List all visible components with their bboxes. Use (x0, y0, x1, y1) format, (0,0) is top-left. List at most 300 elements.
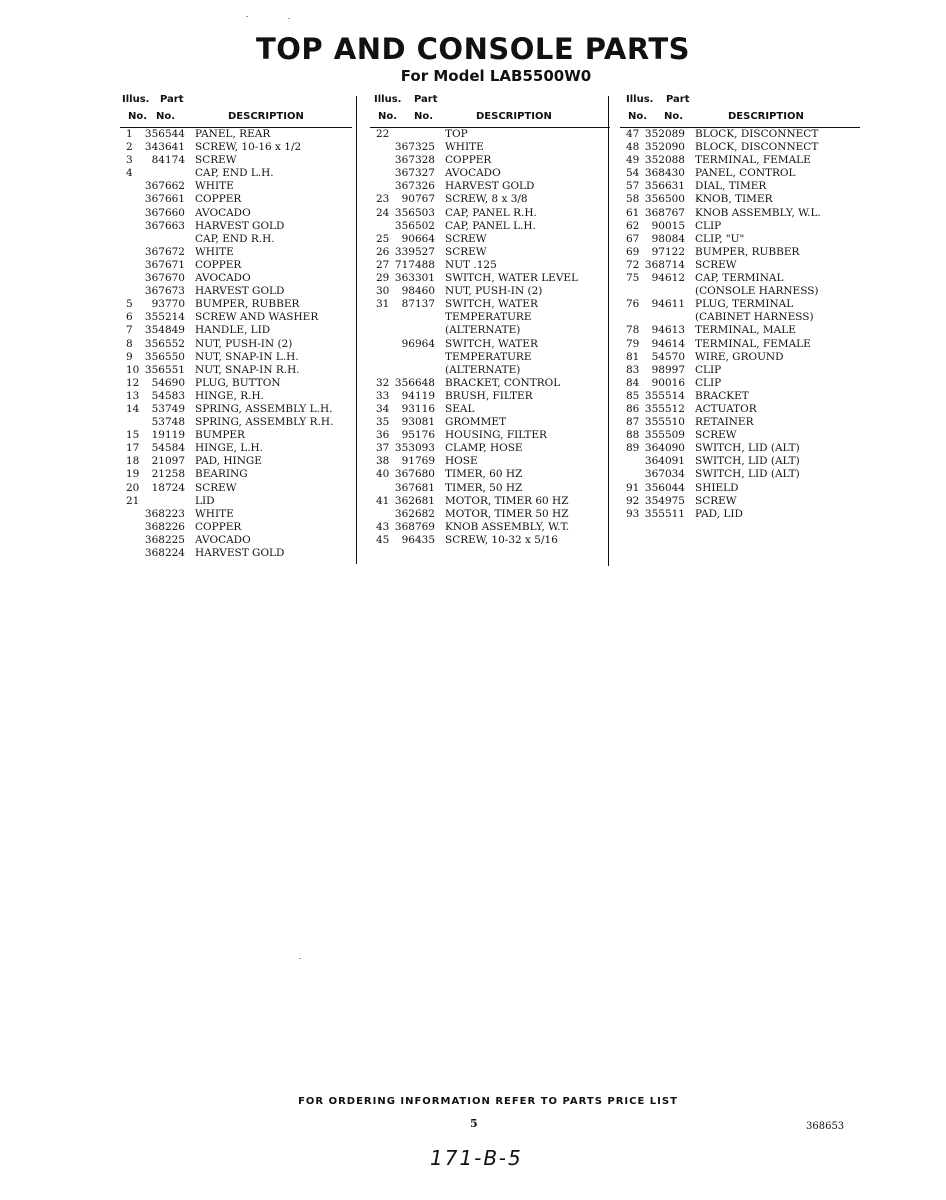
part-row (120, 403, 352, 416)
illus-number: 81 (626, 350, 640, 363)
part-description: AVOCADO (195, 272, 251, 285)
illus-number: 84 (626, 376, 640, 389)
part-number: 94613 (651, 324, 685, 337)
part-row (120, 468, 352, 481)
illus-number: 76 (626, 298, 640, 311)
illus-number: 88 (626, 429, 640, 442)
part-number: 356648 (394, 376, 435, 389)
header-description: DESCRIPTION (728, 111, 804, 122)
header-no-part: No. (414, 111, 434, 122)
header-no-part: No. (156, 111, 176, 122)
part-row (370, 521, 610, 534)
part-description: PAD, LID (695, 507, 743, 520)
part-description: TERMINAL, FEMALE (695, 337, 811, 350)
part-row (620, 403, 860, 416)
part-description: BLOCK, DISCONNECT (695, 141, 819, 154)
part-description: WHITE (445, 141, 484, 154)
page-title: TOP AND CONSOLE PARTS (255, 32, 691, 66)
part-row (370, 364, 610, 377)
part-description: BUMPER, RUBBER (695, 245, 800, 258)
part-number (142, 167, 195, 180)
part-row (370, 416, 610, 429)
part-row (620, 180, 860, 193)
part-row (120, 207, 352, 220)
illus-number: 30 (376, 285, 390, 298)
part-number: 343641 (144, 141, 185, 154)
part-row (620, 259, 860, 272)
illus-number (370, 311, 392, 324)
part-row (370, 508, 610, 521)
part-number: 367671 (144, 258, 185, 271)
part-row (620, 495, 860, 508)
illus-number (370, 508, 392, 521)
part-number (642, 311, 695, 324)
column-header (120, 94, 352, 128)
illus-number: 62 (626, 219, 640, 232)
illus-number: 18 (126, 455, 140, 468)
part-description: NUT, SNAP-IN L.H. (195, 350, 299, 363)
illus-number (120, 534, 142, 547)
part-number: 96964 (401, 337, 435, 350)
part-row (620, 468, 860, 481)
illus-number (120, 220, 142, 233)
illus-number (370, 364, 392, 377)
illus-number: 87 (626, 416, 640, 429)
illus-number: 14 (126, 402, 140, 415)
illus-number (620, 311, 642, 324)
part-description: HINGE, L.H. (195, 442, 264, 455)
part-number: 354849 (144, 324, 185, 337)
part-row (120, 220, 352, 233)
illus-number: 35 (376, 416, 390, 429)
part-row (620, 442, 860, 455)
illus-number (120, 416, 142, 429)
illus-number: 37 (376, 442, 390, 455)
illus-number: 9 (126, 350, 133, 363)
part-number: 367673 (144, 285, 185, 298)
part-description: CLIP, "U" (695, 232, 745, 245)
illus-number: 79 (626, 337, 640, 350)
part-number: 356552 (144, 337, 185, 350)
part-description: KNOB ASSEMBLY, W.T. (445, 520, 570, 533)
illus-number (120, 233, 142, 246)
part-description: SWITCH, LID (ALT) (695, 455, 800, 468)
part-row (620, 207, 860, 220)
part-description: TEMPERATURE (445, 350, 532, 363)
illus-number: 13 (126, 389, 140, 402)
illus-number: 10 (126, 363, 140, 376)
part-row (620, 272, 860, 285)
illus-number: 57 (626, 180, 640, 193)
part-row (120, 259, 352, 272)
part-number: 94612 (651, 272, 685, 285)
part-number: 21258 (151, 468, 185, 481)
illus-number: 25 (376, 232, 390, 245)
illus-number: 40 (376, 468, 390, 481)
part-description: SHIELD (695, 481, 739, 494)
part-row (620, 246, 860, 259)
part-number: 87137 (401, 298, 435, 311)
part-row (370, 442, 610, 455)
ordering-note: FOR ORDERING INFORMATION REFER TO PARTS PRICE LIST (298, 1096, 678, 1107)
part-number: 368769 (394, 520, 435, 533)
part-description: TEMPERATURE (445, 311, 532, 324)
part-row (370, 220, 610, 233)
part-row (620, 311, 860, 324)
part-description: WIRE, GROUND (695, 350, 784, 363)
part-number: 90016 (651, 376, 685, 389)
part-description: BRACKET, CONTROL (445, 376, 561, 389)
part-row (620, 508, 860, 521)
parts-rows (370, 128, 610, 547)
part-number: 98460 (401, 285, 435, 298)
part-description: HARVEST GOLD (195, 219, 285, 232)
part-number: 84174 (151, 154, 185, 167)
part-number: 352089 (644, 128, 685, 140)
illus-number: 3 (126, 154, 133, 167)
part-number: 54583 (151, 389, 185, 402)
part-description: SCREW AND WASHER (195, 311, 319, 324)
part-row (370, 180, 610, 193)
part-row (620, 128, 860, 141)
column-divider (608, 96, 609, 566)
part-number: 93770 (151, 298, 185, 311)
part-row (370, 351, 610, 364)
part-row (620, 338, 860, 351)
illus-number (370, 338, 392, 351)
part-description: PLUG, BUTTON (195, 376, 281, 389)
part-number: 717488 (394, 258, 435, 271)
part-description: BRUSH, FILTER (445, 389, 533, 402)
part-number (392, 351, 445, 364)
part-row (120, 167, 352, 180)
part-description: CAP, END R.H. (195, 232, 275, 245)
illus-number: 86 (626, 402, 640, 415)
part-description: PANEL, REAR (195, 128, 271, 140)
parts-rows (620, 128, 860, 521)
part-description: SCREW, 10-16 x 1/2 (195, 141, 302, 154)
page-number: 5 (470, 1117, 478, 1130)
part-number: 367661 (144, 193, 185, 206)
part-row (120, 193, 352, 206)
part-number: 356500 (644, 193, 685, 206)
part-row (370, 495, 610, 508)
part-number: 94119 (401, 389, 435, 402)
part-number: 367327 (394, 167, 435, 180)
part-number: 356503 (394, 206, 435, 219)
part-number: 362681 (394, 494, 435, 507)
page-subtitle: For Model LAB5500W0 (400, 67, 592, 85)
part-description: SWITCH, WATER (445, 298, 538, 311)
illus-number: 91 (626, 481, 640, 494)
illus-number (120, 521, 142, 534)
document-number: 368653 (806, 1121, 845, 1132)
column-header (620, 94, 860, 128)
part-number: 356502 (394, 219, 435, 232)
part-number: 98084 (651, 232, 685, 245)
illus-number: 93 (626, 507, 640, 520)
part-number: 356551 (144, 363, 185, 376)
part-row (620, 390, 860, 403)
part-number (392, 128, 445, 141)
part-description: PLUG, TERMINAL (695, 298, 794, 311)
part-row (120, 534, 352, 547)
part-row (370, 207, 610, 220)
part-row (120, 495, 352, 508)
illus-number: 85 (626, 389, 640, 402)
part-row (120, 154, 352, 167)
part-description: ACTUATOR (695, 402, 757, 415)
part-description: CLIP (695, 363, 722, 376)
part-description: SWITCH, LID (ALT) (695, 468, 800, 481)
illus-number: 12 (126, 376, 140, 389)
part-description: CAP, PANEL L.H. (445, 219, 536, 232)
part-description: COPPER (195, 193, 242, 206)
part-row (620, 220, 860, 233)
part-row (620, 154, 860, 167)
part-row (370, 377, 610, 390)
part-description: SCREW (695, 494, 737, 507)
part-description: (CABINET HARNESS) (695, 311, 814, 324)
part-number: 367325 (394, 141, 435, 154)
illus-number: 24 (376, 206, 390, 219)
part-description: BLOCK, DISCONNECT (695, 128, 819, 140)
illus-number: 49 (626, 154, 640, 167)
part-number: 368226 (144, 520, 185, 533)
illus-number (120, 547, 142, 560)
part-row (120, 429, 352, 442)
part-description: SEAL (445, 402, 475, 415)
part-number: 339527 (394, 245, 435, 258)
part-description: CAP, TERMINAL (695, 272, 784, 285)
part-row (120, 482, 352, 495)
part-number: 368430 (644, 167, 685, 180)
part-row (120, 141, 352, 154)
part-description: CAP, PANEL R.H. (445, 206, 537, 219)
part-row (120, 547, 352, 560)
part-row (370, 128, 610, 141)
illus-number: 67 (626, 232, 640, 245)
part-row (370, 272, 610, 285)
illus-number: 23 (376, 193, 390, 206)
part-description: CLAMP, HOSE (445, 442, 523, 455)
part-description: NUT, PUSH-IN (2) (445, 285, 543, 298)
part-row (370, 285, 610, 298)
illus-number: 15 (126, 429, 140, 442)
part-number: 90767 (401, 193, 435, 206)
part-row (120, 298, 352, 311)
header-no-illus: No. (128, 111, 148, 122)
part-number: 21097 (151, 455, 185, 468)
illus-number: 92 (626, 494, 640, 507)
part-number: 53749 (151, 402, 185, 415)
part-number: 19119 (151, 429, 185, 442)
part-row (370, 324, 610, 337)
illus-number: 1 (126, 128, 133, 140)
part-description: SCREW (445, 245, 487, 258)
part-row (620, 285, 860, 298)
part-number: 94611 (651, 298, 685, 311)
part-row (120, 377, 352, 390)
part-number: 96435 (401, 533, 435, 546)
part-number: 355214 (144, 311, 185, 324)
part-row (120, 324, 352, 337)
illus-number (370, 220, 392, 233)
part-number (142, 233, 195, 246)
part-description: HARVEST GOLD (195, 285, 285, 298)
illus-number: 45 (376, 533, 390, 546)
illus-number: 72 (626, 258, 640, 271)
parts-rows (120, 128, 352, 560)
header-part: Part (666, 94, 690, 105)
handwritten-code: 171-B-5 (430, 1146, 523, 1170)
illus-number: 41 (376, 494, 390, 507)
part-description: (ALTERNATE) (445, 324, 521, 337)
part-number: 54690 (151, 376, 185, 389)
part-number: 356631 (644, 180, 685, 193)
part-description: SCREW, 8 x 3/8 (445, 193, 528, 206)
part-row (370, 455, 610, 468)
part-description: SCREW (445, 232, 487, 245)
part-number: 368223 (144, 507, 185, 520)
header-part: Part (160, 94, 184, 105)
part-row (370, 403, 610, 416)
part-description: SCREW (195, 481, 237, 494)
part-number: 352088 (644, 154, 685, 167)
part-row (120, 272, 352, 285)
illus-number (120, 180, 142, 193)
illus-number: 43 (376, 520, 390, 533)
part-number: 354975 (644, 494, 685, 507)
illus-number: 48 (626, 141, 640, 154)
illus-number (120, 272, 142, 285)
header-no-illus: No. (378, 111, 398, 122)
part-description: SCREW (695, 429, 737, 442)
part-number: 97122 (651, 245, 685, 258)
illus-number (370, 141, 392, 154)
illus-number: 20 (126, 481, 140, 494)
part-row (370, 311, 610, 324)
part-description: PANEL, CONTROL (695, 167, 796, 180)
part-number (142, 495, 195, 508)
illus-number: 61 (626, 206, 640, 219)
part-row (620, 193, 860, 206)
part-description: TOP (445, 128, 468, 140)
scan-speck (246, 16, 248, 17)
illus-number: 17 (126, 442, 140, 455)
part-number: 363301 (394, 272, 435, 285)
illus-number: 21 (126, 494, 140, 507)
part-row (620, 324, 860, 337)
part-description: SWITCH, WATER LEVEL (445, 272, 579, 285)
part-number: 364090 (644, 442, 685, 455)
part-row (120, 416, 352, 429)
illus-number: 26 (376, 245, 390, 258)
part-row (120, 180, 352, 193)
part-row (120, 351, 352, 364)
illus-number (370, 351, 392, 364)
part-description: CLIP (695, 376, 722, 389)
part-row (620, 482, 860, 495)
part-row (620, 298, 860, 311)
part-description: RETAINER (695, 416, 754, 429)
part-number: 54584 (151, 442, 185, 455)
part-description: BUMPER, RUBBER (195, 298, 300, 311)
part-number: 362682 (394, 507, 435, 520)
illus-number: 22 (376, 128, 390, 140)
illus-number (120, 259, 142, 272)
part-row (620, 455, 860, 468)
part-description: SWITCH, WATER (445, 337, 538, 350)
part-row (120, 311, 352, 324)
part-row (120, 246, 352, 259)
part-number: 53748 (151, 416, 185, 429)
illus-number: 27 (376, 258, 390, 271)
part-number: 352090 (644, 141, 685, 154)
part-row (620, 377, 860, 390)
part-description: SWITCH, LID (ALT) (695, 442, 800, 455)
part-number: 356550 (144, 350, 185, 363)
part-number: 18724 (151, 481, 185, 494)
part-row (370, 154, 610, 167)
illus-number: 78 (626, 324, 640, 337)
part-row (120, 338, 352, 351)
part-row (120, 285, 352, 298)
part-number: 367680 (394, 468, 435, 481)
part-row (120, 390, 352, 403)
part-number: 93116 (401, 402, 435, 415)
part-description: WHITE (195, 507, 234, 520)
illus-number: 19 (126, 468, 140, 481)
header-illus: Illus. (122, 94, 150, 105)
part-description: HOSE (445, 455, 478, 468)
part-description: (ALTERNATE) (445, 363, 521, 376)
illus-number: 31 (376, 298, 390, 311)
part-number: 93081 (401, 416, 435, 429)
part-row (370, 259, 610, 272)
part-description: HINGE, R.H. (195, 389, 264, 402)
illus-number (370, 180, 392, 193)
part-description: NUT .125 (445, 258, 497, 271)
part-number: 356044 (644, 481, 685, 494)
part-row (620, 167, 860, 180)
part-description: COPPER (195, 520, 242, 533)
illus-number (620, 455, 642, 468)
part-description: MOTOR, TIMER 60 HZ (445, 494, 569, 507)
scan-speck (288, 18, 290, 19)
part-row (370, 338, 610, 351)
part-description: SCREW (195, 154, 237, 167)
part-description: KNOB, TIMER (695, 193, 773, 206)
part-description: TERMINAL, FEMALE (695, 154, 811, 167)
part-row (620, 351, 860, 364)
part-description: NUT, SNAP-IN R.H. (195, 363, 300, 376)
part-description: WHITE (195, 180, 234, 193)
part-description: BEARING (195, 468, 248, 481)
part-number: 54570 (651, 350, 685, 363)
part-description: CLIP (695, 219, 722, 232)
part-description: DIAL, TIMER (695, 180, 767, 193)
part-description: SPRING, ASSEMBLY L.H. (195, 402, 333, 415)
column-divider (356, 96, 357, 564)
illus-number: 83 (626, 363, 640, 376)
part-number: 95176 (401, 429, 435, 442)
illus-number: 8 (126, 337, 133, 350)
illus-number: 7 (126, 324, 133, 337)
part-description: NUT, PUSH-IN (2) (195, 337, 293, 350)
part-description: HANDLE, LID (195, 324, 271, 337)
part-number: 355510 (644, 416, 685, 429)
